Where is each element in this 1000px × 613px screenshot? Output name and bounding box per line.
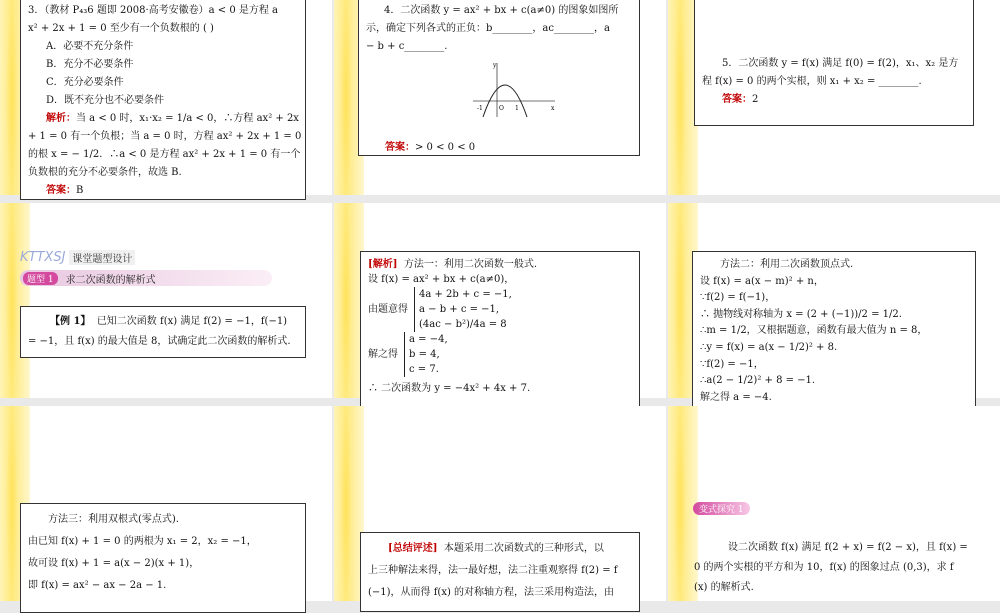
equation: (4ac − b²)/4a = 8 xyxy=(419,319,507,330)
axis-label-x: x xyxy=(551,105,555,112)
slide-3 xyxy=(668,0,1000,195)
answer-label: 答案： xyxy=(385,142,415,153)
equation: c = 7. xyxy=(409,364,439,375)
analysis-label: [解析] xyxy=(368,259,398,270)
text-line: 解之得 xyxy=(368,349,398,360)
answer-value: 2 xyxy=(752,94,759,105)
answer-value: > 0 < 0 < 0 xyxy=(415,142,476,153)
option-b: B．充分不必要条件 xyxy=(46,59,134,70)
text-line: 设 f(x) = ax² + bx + c(a≠0)， xyxy=(368,274,515,285)
text-line: 本题采用二次函数式的三种形式，以 xyxy=(443,543,604,554)
text-line: 方法二：利用二次函数顶点式. xyxy=(720,259,854,270)
text-line: (−1)，从而得 f(x) 的对称轴方程，法三采用构造法，由 xyxy=(368,587,615,598)
text-line: 由题意得 xyxy=(368,304,408,315)
text-line: − b + c________. xyxy=(366,41,448,52)
brand-text: KTTXSJ xyxy=(20,249,66,265)
text-line: 即 f(x) = ax² − ax − 2a − 1. xyxy=(28,580,167,591)
equation: a − b + c = −1, xyxy=(419,304,500,315)
text-line: 负数根的充分不必要条件，故选 B. xyxy=(28,167,182,178)
variant-badge: 变式探究 1 xyxy=(693,502,750,515)
text-line: ∵f(2) = −1， xyxy=(700,358,764,370)
text-line: (x) 的解析式. xyxy=(694,582,754,593)
text-line: 方法一：利用二次函数一般式. xyxy=(403,259,538,270)
text-line: ∴ 二次函数为 y = −4x² + 4x + 7. xyxy=(368,383,531,394)
text-line: + 1 = 0 有一个负根；当 a = 0 时，方程 ax² + 2x + 1 = 0 xyxy=(28,131,302,142)
text-line: ∴ 抛物线对称轴为 x = (2 + (−1))/2 = 1/2. xyxy=(700,308,902,320)
summary-box xyxy=(360,532,640,612)
analysis-label: 解析： xyxy=(46,113,76,124)
text-line: 的根 x = − 1/2．∴a < 0 是方程 ax² + 2x + 1 = 0 有一个 xyxy=(28,149,301,160)
text-line: = −1，且 f(x) 的最大值是 8，试确定此二次函数的解析式. xyxy=(28,336,291,347)
question-box xyxy=(694,0,974,126)
question-box xyxy=(20,0,306,200)
brand-subtitle: 课堂题型设计 xyxy=(69,250,135,265)
slide-1 xyxy=(0,0,332,195)
text-line: x² + 2x + 1 = 0 至少有一个负数根的 ( ) xyxy=(28,23,214,34)
text-line: 已知二次函数 f(x) 满足 f(2) = −1，f(−1) xyxy=(96,316,288,327)
equation: b = 4, xyxy=(409,349,440,360)
text-line: ∴a(2 − 1/2)² + 8 = −1. xyxy=(700,375,816,387)
solution-system xyxy=(404,332,448,377)
example-label: 【例 1】 xyxy=(50,316,91,327)
text-line: ∴m = 1/2，又根据题意，函数有最大值为 n = 8， xyxy=(700,325,928,337)
tick-label: 1 xyxy=(515,105,519,112)
equation: 4a + 2b + c = −1, xyxy=(419,289,512,300)
axis-label-y: y xyxy=(493,62,497,69)
text-line: 解之得 a = −4. xyxy=(700,391,772,403)
topic-title: 求二次函数的解析式 xyxy=(65,274,156,286)
option-a: A．必要不充分条件 xyxy=(46,41,134,52)
option-c: C．充分必要条件 xyxy=(46,77,124,88)
text-line: 故可设 f(x) + 1 = a(x − 2)(x + 1)， xyxy=(28,558,200,569)
text-line: 5．二次函数 y = f(x) 满足 f(0) = f(2)，x₁、x₂ 是方 xyxy=(722,58,959,69)
slide-5 xyxy=(334,203,666,398)
example-box xyxy=(20,306,306,358)
tick-label: O xyxy=(499,105,504,112)
text-line: 方法三：利用双根式(零点式). xyxy=(48,514,179,525)
text-line: 0 的两个实根的平方和为 10，f(x) 的图象过点 (0,3)，求 f xyxy=(694,562,954,573)
slide-4 xyxy=(0,203,332,398)
slide-6 xyxy=(668,203,1000,403)
slide-7 xyxy=(0,406,332,601)
text-line: 上三种解法来得，法一最好想，法二注重观察得 f(2) = f xyxy=(368,565,618,576)
solution-box xyxy=(20,503,306,613)
solution-box xyxy=(360,251,640,431)
answer-label: 答案： xyxy=(46,185,76,196)
topic-bar xyxy=(20,270,272,286)
text-line: 4．二次函数 y = ax² + bx + c(a≠0) 的图象如图所 xyxy=(384,5,619,16)
question-box xyxy=(358,0,640,156)
text-line: ∵f(2) = f(−1)， xyxy=(700,292,776,304)
text-line: 设二次函数 f(x) 满足 f(2 + x) = f(2 − x)，且 f(x) = xyxy=(728,542,968,553)
answer-label: 答案： xyxy=(722,94,752,105)
answer-value: B xyxy=(76,185,84,196)
tick-label: -1 xyxy=(477,105,483,112)
text-line: 设 f(x) = a(x − m)² + n， xyxy=(700,275,824,287)
text-line: ∴y = f(x) = a(x − 1/2)² + 8. xyxy=(700,341,838,353)
text-line: 由已知 f(x) + 1 = 0 的两根为 x₁ = 2，x₂ = −1， xyxy=(28,536,257,547)
section-header xyxy=(20,250,135,264)
equation-system xyxy=(414,287,512,332)
equation: a = −4, xyxy=(409,334,448,345)
text-line: 当 a < 0 时，x₁·x₂ = 1/a < 0，∴方程 ax² + 2x xyxy=(76,113,299,124)
variant-text xyxy=(694,538,976,598)
decorative-stripe xyxy=(0,203,30,398)
text-line: 示，确定下列各式的正负：b________，ac________，a xyxy=(366,23,610,34)
slide-2 xyxy=(334,0,666,195)
slide-8 xyxy=(334,406,666,601)
text-line: 3．（教材 P₄₃6 题即 2008·高考安徽卷）a < 0 是方程 a xyxy=(28,5,279,16)
parabola-graph xyxy=(469,59,559,119)
topic-tag: 题型 1 xyxy=(23,272,58,285)
summary-label: [总结评述] xyxy=(388,543,438,554)
option-d: D．既不充分也不必要条件 xyxy=(46,95,165,106)
text-line: 程 f(x) = 0 的两个实根，则 x₁ + x₂ = ________. xyxy=(702,76,922,87)
